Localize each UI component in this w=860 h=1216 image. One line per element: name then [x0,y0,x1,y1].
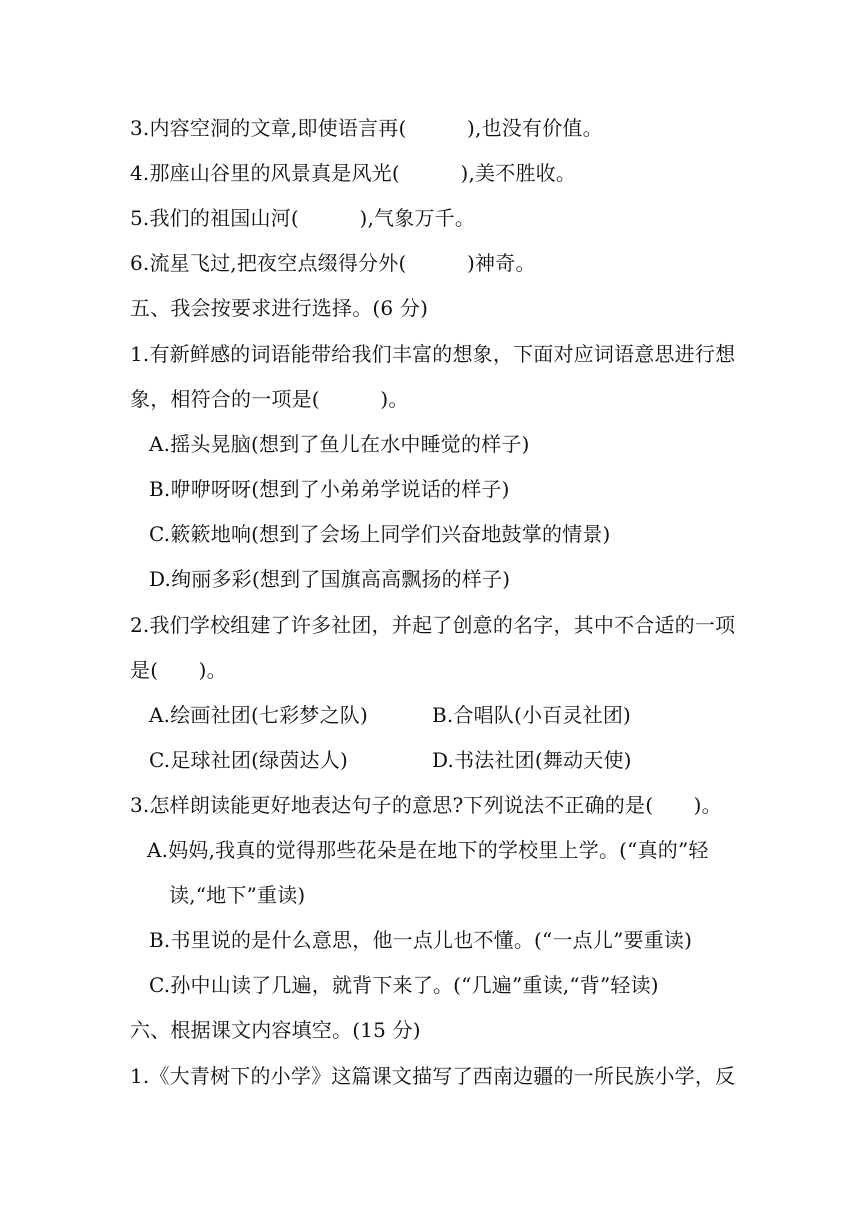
option-5-3-a: A.妈妈,我真的觉得那些花朵是在地下的学校里上学。(“真的”轻 [147,838,709,862]
question-5-3-text: 3.怎样朗读能更好地表达句子的意思?下列说法不正确的是( )。 [130,793,722,817]
option-5-1-d: D.绚丽多彩(想到了国旗高高飘扬的样子) [149,567,511,591]
question-4-6: 6.流星飞过,把夜空点缀得分外( )神奇。 [130,251,536,275]
option-5-1-c: C.簌簌地响(想到了会场上同学们兴奋地鼓掌的情景) [149,522,611,546]
option-5-3-b: B.书里说的是什么意思，他一点儿也不懂。(“一点儿”要重读) [149,928,693,952]
option-5-1-a: A.摇头晃脑(想到了鱼儿在水中睡觉的样子) [149,432,530,456]
question-4-4: 4.那座山谷里的风景真是风光( ),美不胜收。 [130,161,577,185]
option-5-2-c: C.足球社团(绿茵达人) [149,748,348,772]
option-5-2-a: A.绘画社团(七彩梦之队) [149,703,369,727]
question-6-1-text: 1.《大青树下的小学》这篇课文描写了西南边疆的一所民族小学，反 [130,1064,736,1088]
option-5-2-b: B.合唱队(小百灵社团) [432,703,632,727]
option-5-3-c: C.孙中山读了几遍，就背下来了。(“几遍”重读,“背”轻读) [149,973,659,997]
question-5-1-text-cont: 象，相符合的一项是( )。 [130,387,409,411]
option-5-1-b: B.咿咿呀呀(想到了小弟弟学说话的样子) [149,477,510,501]
section-5-title: 五、我会按要求进行选择。(6 分) [130,296,429,320]
option-5-2-d: D.书法社团(舞动天使) [432,748,632,772]
question-5-1-text: 1.有新鲜感的词语能带给我们丰富的想象，下面对应词语意思进行想 [130,342,736,366]
question-5-2-text: 2.我们学校组建了许多社团，并起了创意的名字，其中不合适的一项 [130,613,736,637]
question-4-3: 3.内容空洞的文章,即使语言再( ),也没有价值。 [130,116,603,140]
option-5-3-a-cont: 读,“地下”重读) [169,883,306,907]
question-5-2-text-cont: 是( )。 [130,658,227,682]
section-6-title: 六、根据课文内容填空。(15 分) [130,1018,421,1042]
question-4-5: 5.我们的祖国山河( ),气象万千。 [130,206,476,230]
